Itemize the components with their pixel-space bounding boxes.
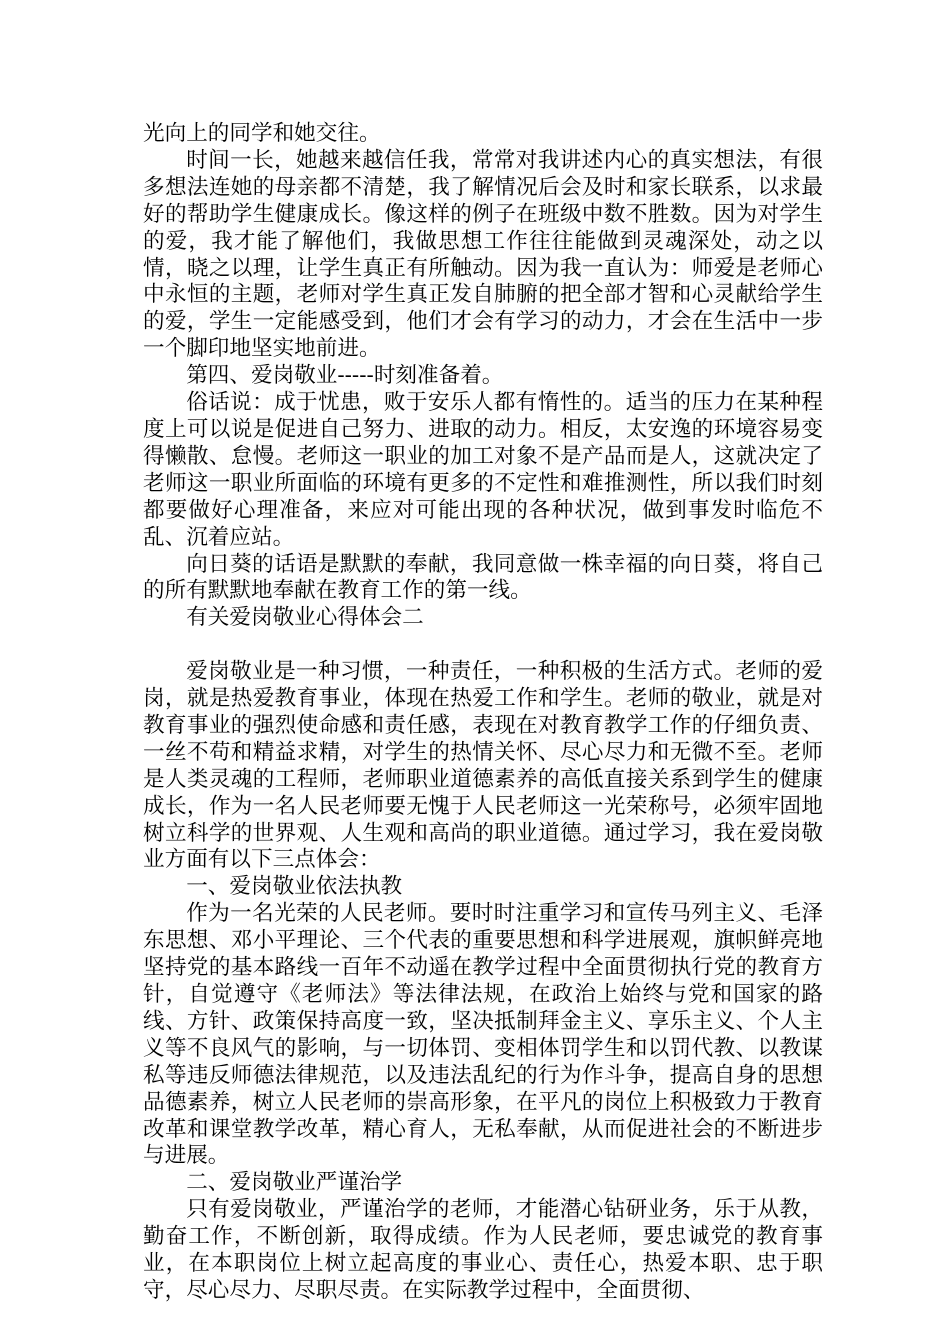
paragraph-2: 时间一长，她越来越信任我，常常对我讲述内心的真实想法，有很多想法连她的母亲都不清楚，我了解情况后会及时和家长联系，以求最好的帮助学生健康成长。像这样的例子在班级中数不胜数。因为对学生的爱，我才能了解他们，我做思想工作往往能做到灵魂深处，动之以情，晓之以理，让学生真正有所触动。因为我一直认为：师爱是老师心中永恒的主题，老师对学生真正发自肺腑的把全部才智和心灵献给学生的爱，学生一定能感受到，他们才会有学习的动力，才会在生活中一步一个脚印地坚实地前进。 — [143, 147, 823, 362]
paragraph-3: 俗话说：成于忧患，败于安乐人都有惰性的。适当的压力在某种程度上可以说是促进自己努力、进取的动力。相反，太安逸的环境容易变得懒散、怠慢。老师这一职业的加工对象不是产品而是人，这就决定了老师这一职业所面临的环境有更多的不定性和难推测性，所以我们时刻都要做好心理准备，来应对可能出现的各种状况，做到事发时临危不乱、沉着应站。 — [143, 390, 823, 550]
paragraph-5: 爱岗敬业是一种习惯，一种责任，一种积极的生活方式。老师的爱岗，就是热爱教育事业，体现在热爱工作和学生。老师的敬业，就是对教育事业的强烈使命感和责任感，表现在对教育教学工作的仔细负责、一丝不苟和精益求精，对学生的热情关怀、尽心尽力和无微不至。老师是人类灵魂的工程师，老师职业道德素养的高低直接关系到学生的健康成长，作为一名人民老师要无愧于人民老师这一光荣称号，必须牢固地树立科学的世界观、人生观和高尚的职业道德。通过学习，我在爱岗敬业方面有以下三点体会： — [143, 659, 823, 873]
section-heading-2: 二、爱岗敬业严谨治学 — [186, 1170, 403, 1196]
paragraph-7: 只有爱岗敬业，严谨治学的老师，才能潜心钻研业务，乐于从教，勤奋工作，不断创新，取得成绩。作为人民老师，要忠诚党的教育事业，在本职岗位上树立起高度的事业心、责任心，热爱本职、忠于职守，尽心尽力、尽职尽责。在实际教学过程中，全面贯彻、 — [143, 1197, 823, 1303]
paragraph-4: 向日葵的话语是默默的奉献，我同意做一株幸福的向日葵，将自己的所有默默地奉献在教育工作的第一线。 — [143, 551, 823, 604]
section-heading-1: 一、爱岗敬业依法执教 — [186, 874, 403, 900]
document-page — [143, 121, 823, 1305]
article-subtitle: 有关爱岗敬业心得体会二 — [186, 605, 424, 631]
section-heading-4: 第四、爱岗敬业-----时刻准备着。 — [186, 363, 504, 389]
blank-line — [143, 632, 823, 659]
paragraph-6: 作为一名光荣的人民老师。要时时注重学习和宣传马列主义、毛泽东思想、邓小平理论、三个代表的重要思想和科学进展观，旗帜鲜亮地坚持党的基本路线一百年不动遥在教学过程中全面贯彻执行党的教育方针，自觉遵守《老师法》等法律法规，在政治上始终与党和国家的路线、方针、政策保持高度一致，坚决抵制拜金主义、享乐主义、个人主义等不良风气的影响，与一切体罚、变相体罚学生和以罚代教、以教谋私等违反师德法律规范，以及违法乱纪的行为作斗争，提高自身的思想品德素养，树立人民老师的崇高形象，在平凡的岗位上积极致力于教育改革和课堂教学改革，精心育人，无私奉献，从而促进社会的不断进步与进展。 — [143, 901, 823, 1169]
paragraph-1: 光向上的同学和她交往。 — [143, 121, 381, 146]
